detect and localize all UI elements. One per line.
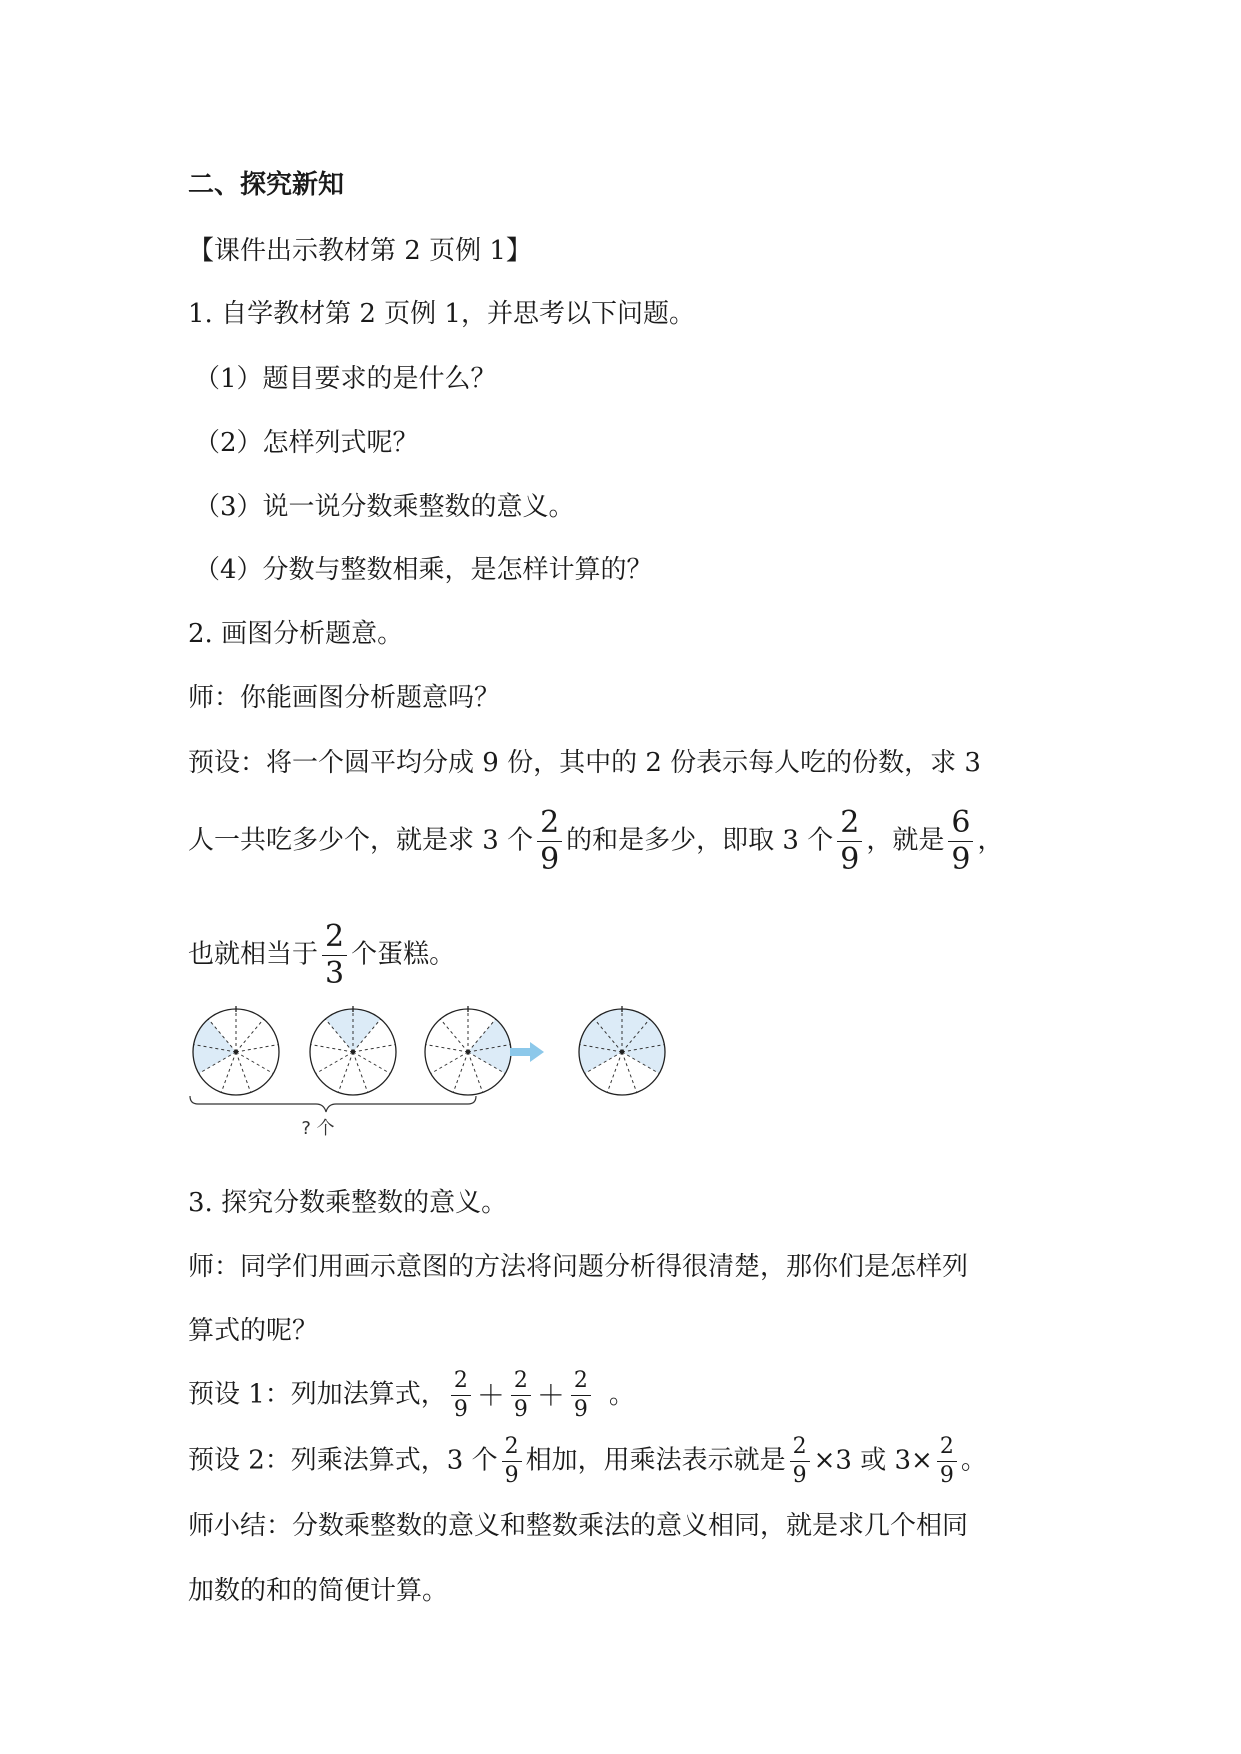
cake-1-center [234, 1050, 238, 1054]
brace-label: ? 个 [301, 1118, 335, 1139]
cake-3-center [466, 1050, 470, 1054]
section-heading: 二、探究新知 [188, 170, 345, 200]
question-3: （3）说一说分数乘整数的意义。 [194, 492, 575, 522]
preset-text: 。 [608, 1379, 635, 1410]
cake-2-divider [353, 1045, 395, 1052]
preset-text: 的和是多少，即取 3 个 [566, 825, 834, 856]
preset-text: 预设 1：列加法算式， [188, 1379, 447, 1410]
cake-diagram [188, 1002, 768, 1142]
preset-text: ，就是 [866, 825, 945, 856]
question-1: （1）题目要求的是什么？ [194, 364, 497, 394]
fraction-two-ninths: $\frac{2}{9}$ [790, 1436, 810, 1487]
cake-diagram-svg [188, 1002, 768, 1142]
preset-text: 预设 2：列乘法算式，3 个 [188, 1445, 498, 1476]
cake-2-divider [353, 1052, 368, 1092]
preset-text: ×3 或 3× [813, 1445, 933, 1476]
fraction-two-thirds: $\frac{2}{3}$ [322, 922, 347, 989]
preset-text: 人一共吃多少个，就是求 3 个 [188, 825, 534, 856]
fraction-two-ninths: $\frac{2}{9}$ [511, 1370, 531, 1421]
plus-sign: ＋ [476, 1378, 505, 1412]
step3-title: 3. 探究分数乘整数的意义。 [188, 1188, 508, 1218]
courseware-note: 【课件出示教材第 2 页例 1】 [188, 236, 532, 266]
cake-2-divider [353, 1052, 390, 1074]
fraction-two-ninths: $\frac{2}{9}$ [502, 1436, 522, 1487]
arrow-shaft [510, 1048, 532, 1056]
fraction-two-ninths: $\frac{2}{9}$ [571, 1370, 591, 1421]
question-4: （4）分数与整数相乘，是怎样计算的？ [194, 555, 653, 585]
preset-text: 相加，用乘法表示就是 [525, 1445, 786, 1476]
cake-2-center [351, 1050, 355, 1054]
cake-2-divider [311, 1045, 353, 1052]
preset-1 [188, 1370, 635, 1421]
preset-text: 个蛋糕。 [351, 939, 456, 970]
fraction-two-ninths: $\frac{2}{9}$ [537, 808, 562, 875]
preset-text: ， [977, 825, 1004, 856]
cake-1-divider [236, 1052, 251, 1092]
cake-1-divider [236, 1045, 278, 1052]
cake-3-divider [440, 1019, 468, 1052]
question-2: （2）怎样列式呢？ [194, 428, 419, 458]
preset-text: 。 [960, 1445, 987, 1476]
teacher-line-2: 算式的呢？ [188, 1316, 319, 1346]
arrow-head [530, 1042, 544, 1062]
preset-text: 也就相当于 [188, 939, 319, 970]
cake-3-divider [431, 1052, 468, 1074]
summary-line-1: 师小结：分数乘整数的意义和整数乘法的意义相同，就是求几个相同 [188, 1511, 969, 1541]
cake-result-center [620, 1050, 624, 1054]
preset-2 [188, 1436, 987, 1487]
brace [190, 1096, 476, 1112]
cake-2-divider [316, 1052, 353, 1074]
step2-title: 2. 画图分析题意。 [188, 619, 404, 649]
teacher-line-1: 师：同学们用画示意图的方法将问题分析得很清楚，那你们是怎样列 [188, 1252, 969, 1282]
fraction-two-ninths: $\frac{2}{9}$ [837, 808, 862, 875]
plus-sign: ＋ [536, 1378, 565, 1412]
preset-line-1: 预设：将一个圆平均分成 9 份，其中的 2 份表示每人吃的份数，求 3 [188, 748, 981, 778]
summary-line-2: 加数的和的简便计算。 [188, 1576, 449, 1606]
fraction-six-ninths: $\frac{6}{9}$ [948, 808, 973, 875]
step1-title: 1. 自学教材第 2 页例 1，并思考以下问题。 [188, 299, 695, 329]
preset-line-2 [188, 805, 1004, 877]
fraction-two-ninths: $\frac{2}{9}$ [937, 1436, 957, 1487]
preset-line-3 [188, 919, 456, 991]
cake-1-divider [236, 1052, 273, 1074]
cake-3-divider [426, 1045, 468, 1052]
fraction-two-ninths: $\frac{2}{9}$ [451, 1370, 471, 1421]
cake-1-divider [236, 1019, 264, 1052]
cake-3-divider [453, 1052, 468, 1092]
cake-2-divider [338, 1052, 353, 1092]
teacher-question: 师：你能画图分析题意吗？ [188, 683, 501, 713]
